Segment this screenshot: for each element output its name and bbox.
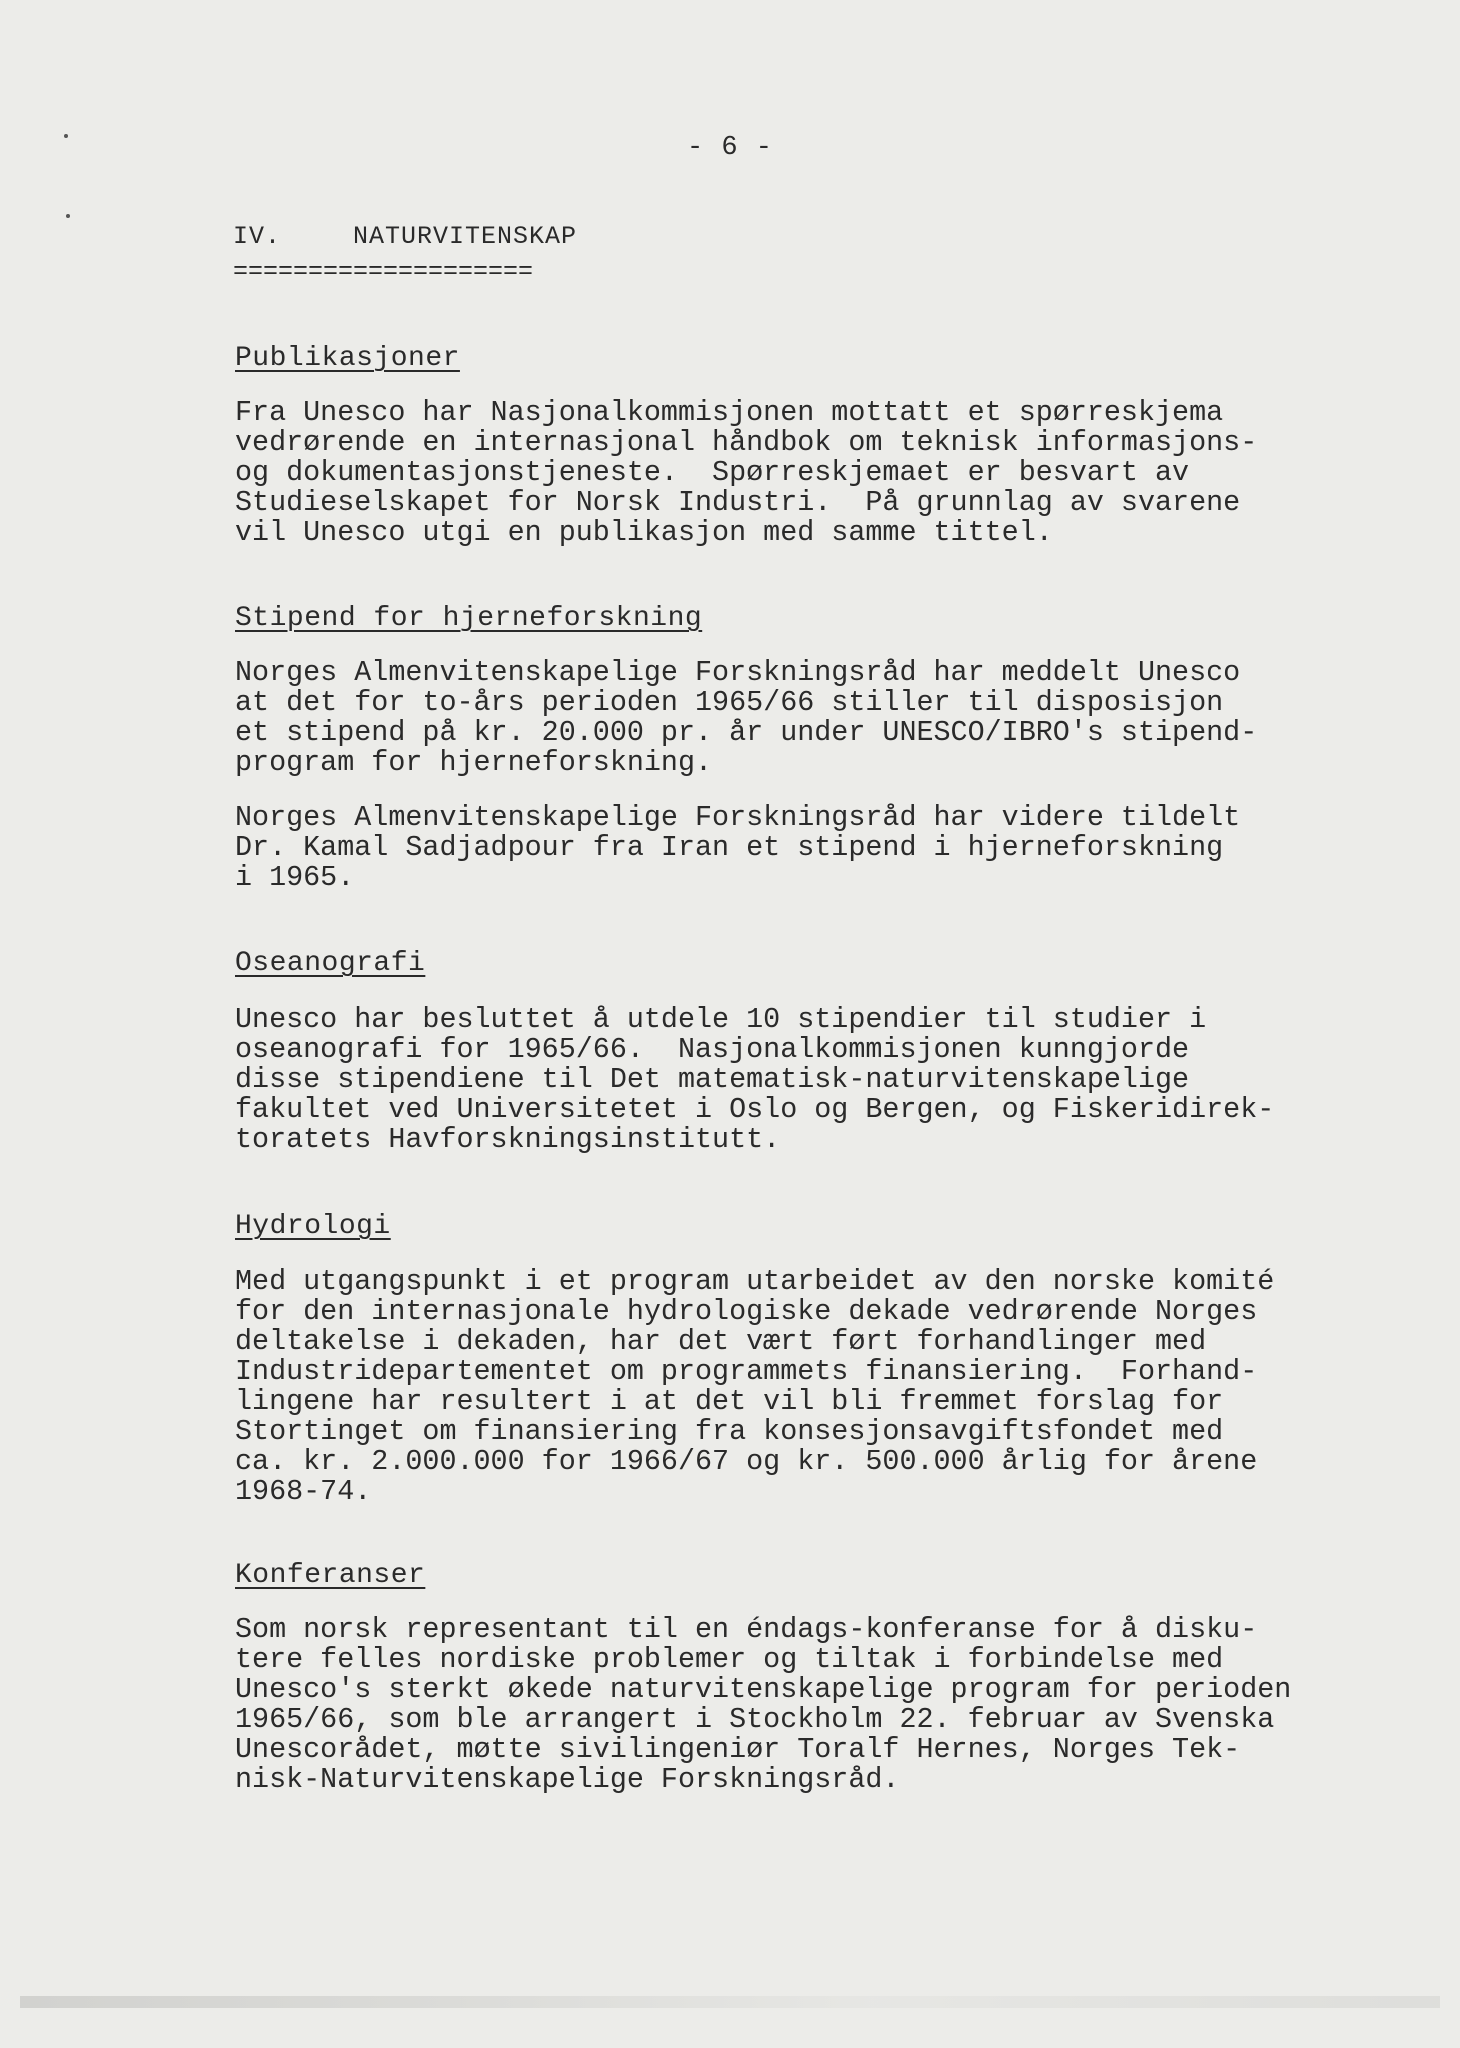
section-heading: Stipend for hjerneforskning [235,603,703,634]
section-konferanser-body [235,1615,1355,1795]
section-hydrologi [235,1211,1355,1242]
section-stipend-body-2 [235,803,1355,893]
chapter-heading [233,222,577,251]
section-hydrologi-body [235,1267,1355,1507]
section-oseanografi-body [235,1005,1355,1155]
paragraph: Som norsk representant til en éndags-konferanse for å disku- tere felles nordiske problemer og tiltak i forbindelse med Unesco's sterkt økede naturvitenskapelige program for perioden 1965/66, som ble arrangert i Stockholm 22. februar av Svenska Unescorådet, møtte sivilingeniør Toralf Hernes, Norges Tek- nisk-Naturvitenskapelige Forskningsråd. [235,1613,1292,1796]
paragraph: Fra Unesco har Nasjonalkommisjonen mottatt et spørreskjema vedrørende en internasjonal håndbok om teknisk informasjons- og dokumentasjonstjeneste. Spørreskjemaet er besvart av Studieselskapet for Norsk Industri. På grunnlag av svarene vil Unesco utgi en publikasjon med samme tittel. [235,396,1258,549]
section-oseanografi [235,948,1355,979]
scan-edge-strip [20,1996,1440,2008]
section-heading: Hydrologi [235,1211,391,1242]
section-heading: Publikasjoner [235,343,460,374]
paragraph: Norges Almenvitenskapelige Forskningsråd har videre tildelt Dr. Kamal Sadjadpour fra Iran et stipend i hjerneforskning i 1965. [235,801,1241,894]
section-publikasjoner [235,343,1355,374]
scan-speck [66,214,70,218]
section-stipend-body-1 [235,658,1355,778]
paragraph: Unesco har besluttet å utdele 10 stipendier til studier i oseanografi for 1965/66. Nasjonalkommisjonen kunngjorde disse stipendiene til Det matematisk-naturvitenskapelige fakultet ved Universitetet i Oslo og Bergen, og Fiskeridirek- toratets Havforskningsinstitutt. [235,1003,1275,1156]
section-heading: Konferanser [235,1560,426,1591]
section-heading: Oseanografi [235,948,426,979]
paragraph: Norges Almenvitenskapelige Forskningsråd har meddelt Unesco at det for to-års perioden 1965/66 stiller til disposisjon et stipend på kr. 20.000 pr. år under UNESCO/IBRO's stipend- program for hjerneforskning. [235,656,1258,779]
chapter-title: NATURVITENSKAP [353,222,578,251]
chapter-underline-rule: ==================== [233,257,534,286]
section-konferanser [235,1560,1355,1591]
section-publikasjoner-body [235,398,1355,548]
page-number: - 6 - [686,133,773,163]
paragraph: Med utgangspunkt i et program utarbeidet av den norske komité for den internasjonale hydrologiske dekade vedrørende Norges deltakelse i dekaden, har det vært ført forhandlinger med Industridepartementet om programmets finansiering. Forhand- lingene har resultert i at det vil bli fremmet forslag for Stortinget om finansiering fra konsesjonsavgiftsfondet med ca. kr. 2.000.000 for 1966/67 og kr. 500.000 årlig for årene 1968-74. [235,1265,1275,1508]
section-stipend [235,603,1355,634]
chapter-number: IV. [233,222,282,251]
